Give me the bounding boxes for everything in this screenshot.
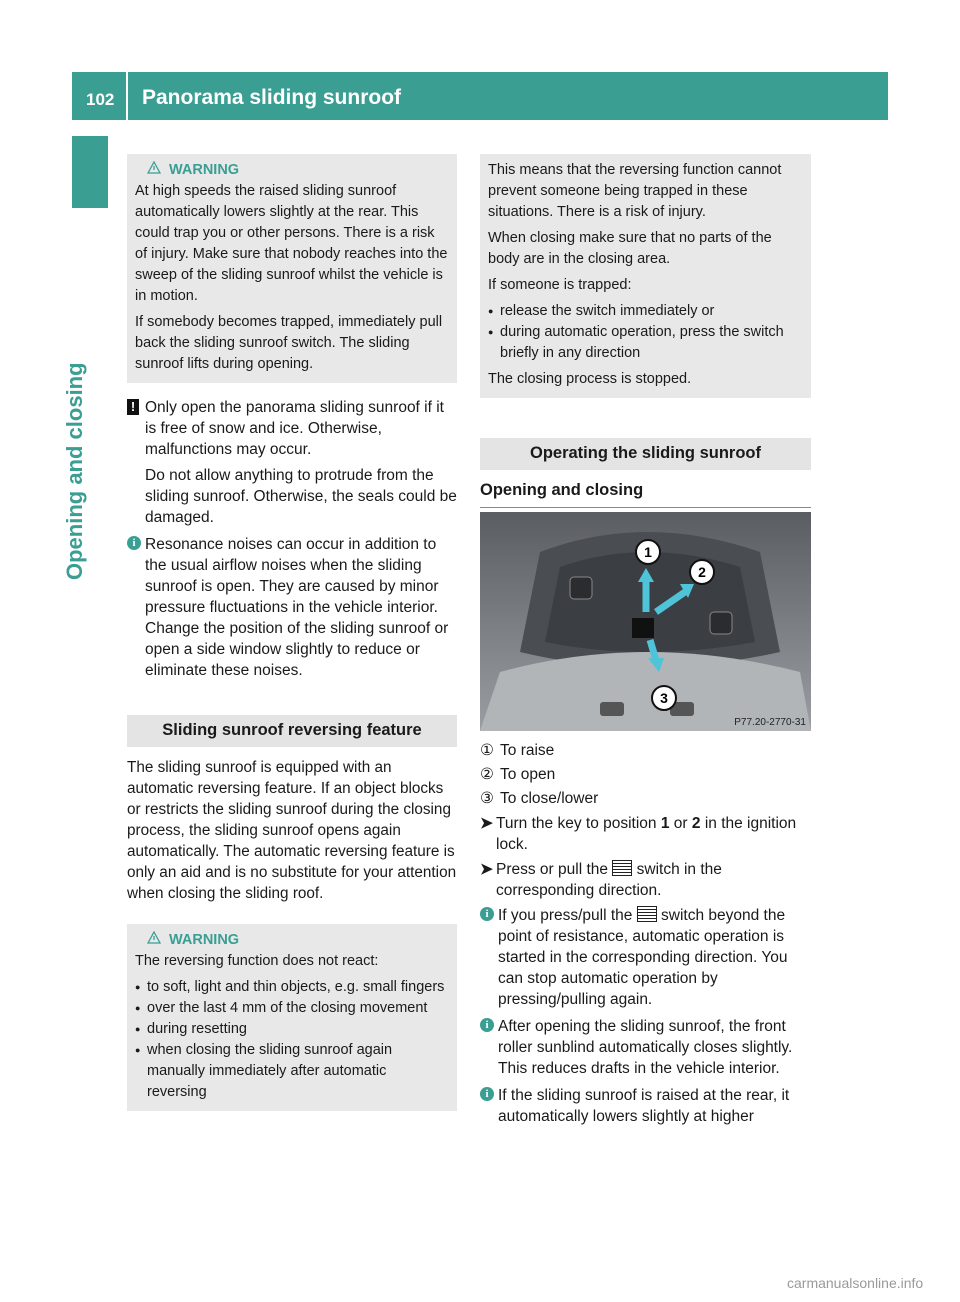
legend-number: ① [480,742,494,759]
step-arrow-icon: ➤ [480,815,493,832]
header-divider [126,72,128,120]
list-item: ● during resetting [135,1019,449,1040]
photo-code: P77.20-2770-31 [734,717,806,728]
warning-text: If somebody becomes trapped, immediately pull back the sliding sunroof switch. The sliding sunroof lifts during opening. [135,314,443,372]
page-header [72,72,888,120]
caution-note [127,397,457,528]
warning-heading [147,160,449,181]
caution-icon: ! [127,399,139,415]
info-text: If the sliding sunroof is raised at the rear, it automatically lowers slightly at higher [498,1087,790,1125]
page-title: Panorama sliding sunroof [142,86,402,109]
warning-box [127,924,457,1111]
warning-continued-box [480,154,811,398]
list-item: ● release the switch immediately or [488,301,803,322]
callout-3: 3 [660,690,668,706]
step-text: Press or pull the [496,861,613,878]
list-item: ● to soft, light and thin objects, e.g. small fingers [135,977,449,998]
warning-label: WARNING [169,162,240,178]
legend-item [480,764,811,785]
legend-label: To close/lower [500,790,599,807]
info-text: After opening the sliding sunroof, the front roller sunblind automatically closes slightly. This reduces drafts in the vehicle interior. [498,1018,793,1077]
position-value: 1 [660,815,670,832]
warning-heading [147,930,449,951]
instructions [480,740,811,1133]
sunroof-switch-icon [637,906,657,922]
callout-2: 2 [698,564,706,580]
info-note [480,1085,811,1127]
info-note [127,534,457,681]
step-text: Turn the key to position [496,815,661,832]
info-icon: i [480,907,494,921]
overhead-control-panel-photo [480,512,811,731]
info-text: Resonance noises can occur in addition to the usual airflow noises when the sliding sunroof is open. They are caused by minor pressure fluctuations in the vehicle interior. Change the position of the sliding sunroof or open a side window slightly to reduce or eliminate these noises. [145,536,449,679]
caution-text: Do not allow anything to protrude from the sliding sunroof. Otherwise, the seals could be damaged. [145,467,457,526]
watermark: carmanualsonline.info [787,1275,924,1291]
step-text: switch in the corresponding direction. [496,861,722,899]
warning-label: WARNING [169,932,240,948]
legend-item [480,740,811,761]
section-heading: Sliding sunroof reversing feature [127,715,457,747]
warning-triangle-icon [147,160,161,181]
step-text: in the ignition lock. [496,815,797,853]
section-tab [72,136,108,208]
step-arrow-icon: ➤ [480,861,493,878]
sub-heading: Opening and closing [480,480,811,508]
warning-text: If someone is trapped: [488,277,632,293]
info-note [480,1016,811,1079]
legend-label: To raise [500,742,555,759]
warning-text: This means that the reversing function cannot prevent someone being trapped in these situations. There is a risk of injury. [488,162,782,220]
page-number: 102 [86,90,115,109]
right-column [480,154,811,508]
warning-text: When closing make sure that no parts of the body are in the closing area. [488,230,772,267]
step-item [480,859,811,901]
warning-triangle-icon [147,930,161,951]
warning-text: At high speeds the raised sliding sunroof automatically lowers slightly at the rear. This could trap you or other persons. There is a risk of injury. Make sure that nobody reaches into the sweep of the sliding sunroof whilst the vehicle is in motion. [135,183,448,304]
step-item [480,813,811,855]
info-note [480,905,811,1010]
position-value: 2 [691,815,701,832]
info-icon: i [127,536,141,550]
list-item: ● during automatic operation, press the switch briefly in any direction [488,322,803,364]
step-text: or [669,815,692,832]
warning-intro: The reversing function does not react: [135,953,379,969]
info-text: If you press/pull the [498,907,637,924]
legend-number: ② [480,766,494,783]
left-column [127,154,457,1111]
list-item: ● when closing the sliding sunroof again manually immediately after automatic reversing [135,1040,449,1103]
warning-text: The closing process is stopped. [488,371,692,387]
callout-1: 1 [644,544,652,560]
section-body: The sliding sunroof is equipped with an automatic reversing feature. If an object blocks or restricts the sliding sunroof during the closing process, the sliding sunroof opens again automatically. The automatic reversing feature is only an aid and is no substitute for your attention when closing the sliding roof. [127,759,457,902]
list-item: ● over the last 4 mm of the closing movement [135,998,449,1019]
section-heading: Operating the sliding sunroof [480,438,811,470]
warning-box [127,154,457,383]
sunroof-switch-icon [612,860,632,876]
info-icon: i [480,1018,494,1032]
section-label: Opening and closing [62,362,87,580]
legend-item [480,788,811,809]
info-text: switch beyond the point of resistance, automatic operation is started in the corresponding direction. You can stop automatic operation by pressing/pulling again. [498,907,788,1008]
legend-number: ③ [480,790,494,807]
caution-text: Only open the panorama sliding sunroof if it is free of snow and ice. Otherwise, malfunctions may occur. [145,399,444,458]
info-icon: i [480,1087,494,1101]
legend-label: To open [500,766,556,783]
